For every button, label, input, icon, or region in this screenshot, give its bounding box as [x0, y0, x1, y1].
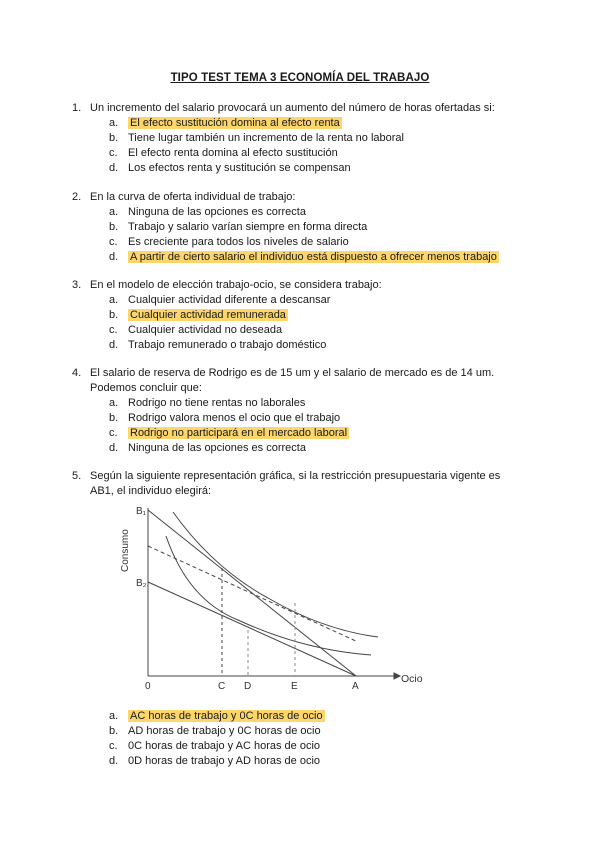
options-list [90, 293, 530, 353]
option-a[interactable] [90, 205, 530, 220]
option-b[interactable] [90, 308, 530, 323]
question-5 [72, 469, 530, 499]
indifference-curve-lower [166, 536, 371, 655]
label-d: D [244, 681, 252, 692]
option-c[interactable] [90, 323, 530, 338]
question-4 [72, 366, 530, 456]
option-letter: d. [109, 339, 119, 351]
option-c[interactable] [90, 426, 530, 441]
question-number: 2. [72, 191, 82, 203]
option-letter: a. [109, 117, 119, 129]
x-axis-label: Ocio [401, 673, 423, 685]
label-b1: B₁ [136, 506, 147, 517]
option-text: Tiene lugar también un incremento de la renta no laboral [128, 132, 404, 144]
option-d[interactable] [90, 441, 530, 456]
option-letter: a. [109, 710, 119, 722]
option-text: Cualquier actividad diferente a descansar [128, 294, 331, 306]
option-d[interactable] [90, 754, 530, 769]
option-c[interactable] [90, 739, 530, 754]
y-axis-label: Consumo [120, 529, 131, 572]
option-text: Los efectos renta y sustitución se compensan [128, 162, 351, 174]
question-number: 5. [72, 470, 82, 482]
option-c[interactable] [90, 235, 530, 250]
option-text: AD horas de trabajo y 0C horas de ocio [128, 725, 321, 737]
option-letter: d. [109, 251, 119, 263]
option-text: Es creciente para todos los niveles de salario [128, 236, 349, 248]
option-text: Trabajo y salario varían siempre en forma directa [128, 221, 368, 233]
label-origin: 0 [145, 681, 151, 692]
option-text: El efecto renta domina al efecto sustitución [128, 147, 338, 159]
label-b2: B₂ [136, 578, 147, 589]
option-text: A partir de cierto salario el individuo está dispuesto a ofrecer menos trabajo [130, 251, 497, 263]
label-a: A [352, 681, 359, 692]
question-text: En el modelo de elección trabajo-ocio, se considera trabajo: [90, 279, 382, 291]
option-text: Cualquier actividad no deseada [128, 324, 283, 336]
option-a[interactable] [90, 396, 530, 411]
option-letter: c. [109, 740, 118, 752]
option-b[interactable] [90, 724, 530, 739]
dashed-tangent-line [148, 546, 358, 642]
option-a[interactable] [90, 709, 530, 724]
option-letter: c. [109, 147, 118, 159]
budget-line-ab2 [148, 582, 356, 676]
figure-svg [118, 500, 428, 700]
indifference-curve-upper [173, 512, 378, 637]
option-text: AC horas de trabajo y 0C horas de ocio [130, 710, 323, 722]
label-c: C [218, 681, 226, 692]
option-text: 0D horas de trabajo y AD horas de ocio [128, 755, 321, 767]
option-letter: b. [109, 309, 119, 321]
option-letter: d. [109, 442, 119, 454]
options-list [90, 205, 530, 265]
option-text: Rodrigo no tiene rentas no laborales [128, 397, 306, 409]
option-d[interactable] [90, 338, 530, 353]
question-text-continued: AB1, el individuo elegirá: [90, 485, 212, 497]
page-title: TIPO TEST TEMA 3 ECONOMÍA DEL TRABAJO [170, 72, 430, 84]
option-d[interactable] [90, 250, 530, 265]
option-a[interactable] [90, 116, 530, 131]
option-letter: d. [109, 162, 119, 174]
option-text: Rodrigo no participará en el mercado laboral [130, 427, 348, 439]
question-text: El salario de reserva de Rodrigo es de 15 um y el salario de mercado es de 14 um. [90, 367, 495, 379]
option-c[interactable] [90, 146, 530, 161]
x-axis-arrow [394, 673, 400, 679]
question-number: 4. [72, 367, 82, 379]
option-d[interactable] [90, 161, 530, 176]
question-text: Un incremento del salario provocará un aumento del número de horas ofertadas si: [90, 102, 495, 114]
option-text: Ninguna de las opciones es correcta [128, 442, 306, 454]
question-text: Según la siguiente representación gráfica, si la restricción presupuestaria vigente es [90, 470, 501, 482]
question-number: 3. [72, 279, 82, 291]
budget-constraint-figure [118, 500, 428, 705]
option-letter: b. [109, 725, 119, 737]
options-list [90, 116, 530, 176]
option-letter: a. [109, 206, 119, 218]
option-letter: b. [109, 221, 119, 233]
option-letter: c. [109, 236, 118, 248]
option-letter: b. [109, 412, 119, 424]
option-text: Trabajo remunerado o trabajo doméstico [128, 339, 327, 351]
question-number: 1. [72, 102, 82, 114]
question-1 [72, 101, 530, 176]
option-b[interactable] [90, 131, 530, 146]
option-letter: b. [109, 132, 119, 144]
question-text-continued: Podemos concluir que: [90, 382, 202, 394]
question-text: En la curva de oferta individual de trabajo: [90, 191, 296, 203]
label-e: E [291, 681, 298, 692]
option-text: Cualquier actividad remunerada [130, 309, 286, 321]
option-text: 0C horas de trabajo y AC horas de ocio [128, 740, 321, 752]
options-list [90, 396, 530, 456]
question-3 [72, 278, 530, 353]
option-letter: d. [109, 755, 119, 767]
question-2 [72, 190, 530, 265]
option-letter: c. [109, 427, 118, 439]
option-b[interactable] [90, 411, 530, 426]
options-list [90, 709, 530, 769]
option-a[interactable] [90, 293, 530, 308]
option-letter: a. [109, 397, 119, 409]
option-letter: a. [109, 294, 119, 306]
option-b[interactable] [90, 220, 530, 235]
question-5-options [90, 709, 530, 769]
option-text: El efecto sustitución domina al efecto renta [130, 117, 340, 129]
option-text: Rodrigo valora menos el ocio que el trabajo [128, 412, 341, 424]
option-text: Ninguna de las opciones es correcta [128, 206, 306, 218]
option-letter: c. [109, 324, 118, 336]
